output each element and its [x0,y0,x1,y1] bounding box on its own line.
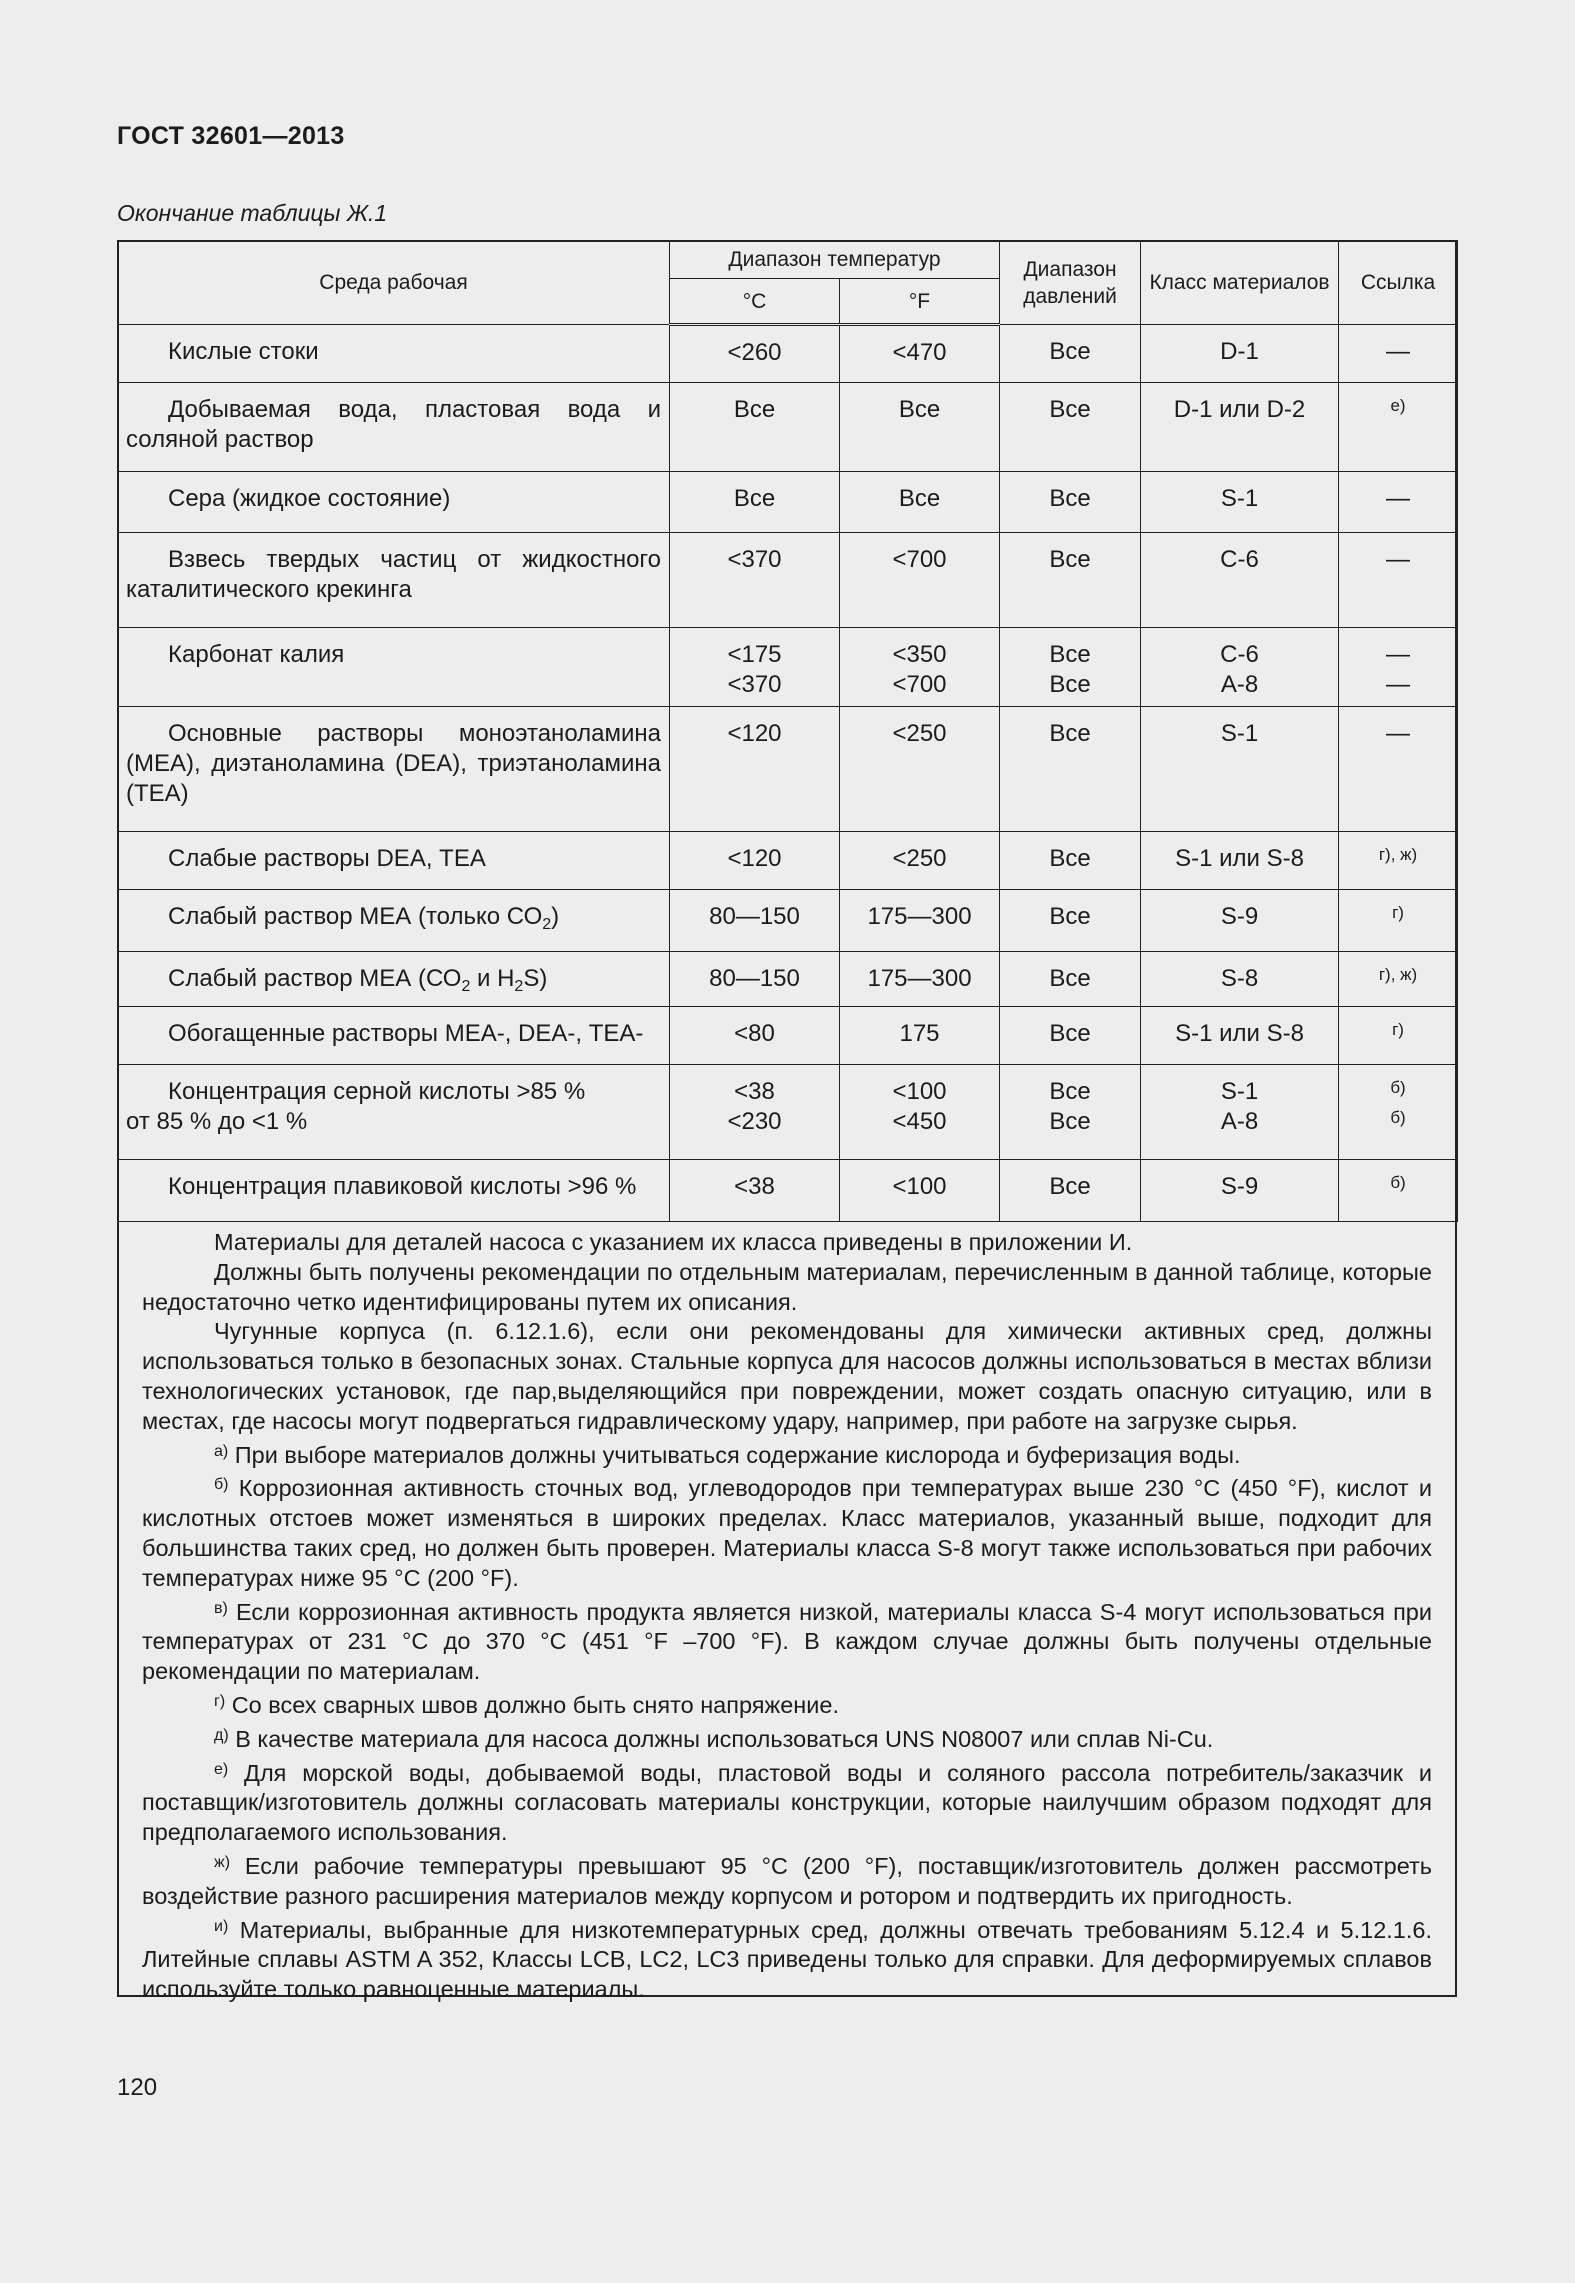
header-temp-f: °F [840,279,1000,325]
cell-pressure: Все [1000,533,1141,628]
cell-class: S-1 А-8 [1141,1065,1339,1160]
cell-class: С-6 [1141,533,1339,628]
cell-pressure: Все [1000,890,1141,952]
table-row [118,472,1458,533]
header-reference: Ссылка [1339,241,1458,325]
cell-class: S-9 [1141,890,1339,952]
table-row [118,628,1458,707]
cell-pressure: Все [1000,832,1141,890]
cell-pressure: Все Все [1000,628,1141,707]
footnote-i: $^{и)}$ Материалы, выбранные для низкотемпературных сред, должны отвечать требованиям 5.12.4 и 5.12.1.6. Литейные сплавы ASTM A 352, Классы LCB, LC2, LC3 приведены только для справки. Для деформируемых сплавов используйте только равноценные материалы. [142,1916,1432,2003]
cell-temp-c: 80—150 [670,890,840,952]
table-row [118,1160,1458,1222]
cell-pressure: Все [1000,472,1141,533]
cell-reference: г), ж) [1339,952,1458,1007]
cell-temp-c: <120 [670,832,840,890]
cell-medium: Взвесь твердых частиц от жидкостного каталитического крекинга [118,533,670,628]
document-header: ГОСТ 32601—2013 [117,122,345,150]
cell-reference: — — [1339,628,1458,707]
cell-temp-f: <250 [840,832,1000,890]
cell-pressure: Все [1000,1007,1141,1065]
cell-temp-f: Все [840,472,1000,533]
footnote-g: $^{г)}$ Со всех сварных швов должно быть снято напряжение. [214,1691,839,1718]
cell-reference: — [1339,325,1458,383]
cell-medium: Обогащенные растворы МЕА-, DEA-, ТЕА- [118,1007,670,1065]
cell-temp-c: Все [670,383,840,472]
cell-class: S-9 [1141,1160,1339,1222]
cell-reference: б) б) [1339,1065,1458,1160]
cell-medium: Слабый раствор МЕА (только $СО_2$) [118,890,670,952]
header-medium: Среда рабочая [118,241,670,325]
table-row [118,383,1458,472]
cell-pressure: Все [1000,1160,1141,1222]
cell-pressure: Все Все [1000,1065,1141,1160]
table-row [118,325,1458,383]
cell-pressure: Все [1000,383,1141,472]
cell-temp-f: <100 [840,1160,1000,1222]
footnote-v: $^{в)}$ Если коррозионная активность продукта является низкой, материалы класса S-4 могут использоваться при температурах от 231 °С до 370 °С (451 °F –700 °F). В каждом случае должны быть получены отдельные рекомендации по материалам. [142,1598,1432,1685]
cell-pressure: Все [1000,707,1141,832]
cell-medium: Сера (жидкое состояние) [118,472,670,533]
cell-class: S-8 [1141,952,1339,1007]
table-row [118,952,1458,1007]
cell-temp-f: <100 <450 [840,1065,1000,1160]
cell-temp-c: 80—150 [670,952,840,1007]
table-caption: Окончание таблицы Ж.1 [117,200,388,226]
header-temp-range: Диапазон температур [670,241,1000,279]
cell-reference: б) [1339,1160,1458,1222]
header-pressure-range: Диапазон давлений [1000,241,1141,325]
materials-table [117,240,1458,1222]
cell-medium: Кислые стоки [118,325,670,383]
table-row [118,1065,1458,1160]
cell-temp-f: 175 [840,1007,1000,1065]
footnote-a: $^{а)}$ При выборе материалов должны учитываться содержание кислорода и буферизация воды. [214,1441,1241,1468]
table-row [118,533,1458,628]
header-temp-c: °C [670,279,840,325]
cell-temp-f: <350 <700 [840,628,1000,707]
table-row [118,832,1458,890]
cell-class: S-1 или S-8 [1141,832,1339,890]
cell-temp-c: <38 [670,1160,840,1222]
header-material-class: Класс материалов [1141,241,1339,325]
cell-reference: — [1339,533,1458,628]
cell-medium: Слабые растворы DEA, ТЕА [118,832,670,890]
cell-class: D-1 или D-2 [1141,383,1339,472]
cell-temp-c: <120 [670,707,840,832]
cell-medium: Концентрация плавиковой кислоты >96 % [118,1160,670,1222]
cell-temp-f: <250 [840,707,1000,832]
cell-reference: г) [1339,1007,1458,1065]
table-row [118,890,1458,952]
cell-medium: Основные растворы моноэтаноламина (МЕА), диэтаноламина (DEA), триэтаноламина (ТЕА) [118,707,670,832]
cell-reference: г) [1339,890,1458,952]
note-paragraph: Должны быть получены рекомендации по отдельным материалам, перечисленным в данной таблице, которые недостаточно четко идентифицированы путем их описания. [142,1258,1432,1315]
cell-class: S-1 или S-8 [1141,1007,1339,1065]
cell-temp-f: 175—300 [840,952,1000,1007]
footnote-d: $^{д)}$ В качестве материала для насоса должны использоваться UNS N08007 или сплав Ni-Cu. [214,1725,1214,1752]
note-paragraph: Чугунные корпуса (п. 6.12.1.6), если они рекомендованы для химически активных сред, должны использоваться только в безопасных зонах. Стальные корпуса для насосов должны использоваться в местах вблизи технологических установок, где пар,выделяющийся при повреждении, может создать опасную ситуацию, или в местах, где насосы могут подвергаться гидравлическому удару, например, при работе на загрузке сырья. [142,1318,1432,1434]
table-row [118,707,1458,832]
cell-pressure: Все [1000,952,1141,1007]
cell-medium: Добываемая вода, пластовая вода и соляной раствор [118,383,670,472]
cell-temp-c: <370 [670,533,840,628]
cell-temp-c: <260 [670,325,840,383]
cell-medium: Слабый раствор МЕА ($СО_2$ и $Н_2S$) [118,952,670,1007]
table-row [118,1007,1458,1065]
cell-reference: г), ж) [1339,832,1458,890]
cell-temp-c: <38 <230 [670,1065,840,1160]
cell-temp-c: Все [670,472,840,533]
cell-temp-c: <80 [670,1007,840,1065]
cell-class: D-1 [1141,325,1339,383]
cell-medium: Карбонат калия [118,628,670,707]
cell-temp-f: <700 [840,533,1000,628]
cell-temp-f: Все [840,383,1000,472]
cell-class: S-1 [1141,707,1339,832]
note-paragraph: Материалы для деталей насоса с указанием их класса приведены в приложении И. [214,1229,1133,1255]
cell-temp-f: 175—300 [840,890,1000,952]
cell-temp-c: <175 <370 [670,628,840,707]
cell-temp-f: <470 [840,325,1000,383]
cell-reference: — [1339,472,1458,533]
cell-class: С-6 А-8 [1141,628,1339,707]
table-notes [142,1228,1432,2005]
cell-medium: Концентрация серной кислоты >85 % от 85 % до <1 % [118,1065,670,1160]
cell-reference: е) [1339,383,1458,472]
cell-pressure: Все [1000,325,1141,383]
cell-class: S-1 [1141,472,1339,533]
page-number: 120 [117,2074,158,2101]
footnote-b: $^{б)}$ Коррозионная активность сточных вод, углеводородов при температурах выше 230 °С (450 °F), кислот и кислотных отстоев может изменяться в широких пределах. Класс материалов, указанный выше, подходит для большинства таких сред, но должен быть проверен. Материалы класса S-8 могут также использоваться при рабочих температурах ниже 95 °С (200 °F). [142,1475,1432,1591]
footnote-zh: $^{ж)}$ Если рабочие температуры превышают 95 °С (200 °F), поставщик/изготовитель должен рассмотреть воздействие разного расширения материалов между корпусом и ротором и подтвердить их пригодность. [142,1852,1432,1909]
cell-reference: — [1339,707,1458,832]
footnote-e: $^{е)}$ Для морской воды, добываемой воды, пластовой воды и соляного рассола потребитель/заказчик и поставщик/изготовитель должны согласовать материалы конструкции, которые наилучшим образом подходят для предполагаемого использования. [142,1759,1432,1846]
